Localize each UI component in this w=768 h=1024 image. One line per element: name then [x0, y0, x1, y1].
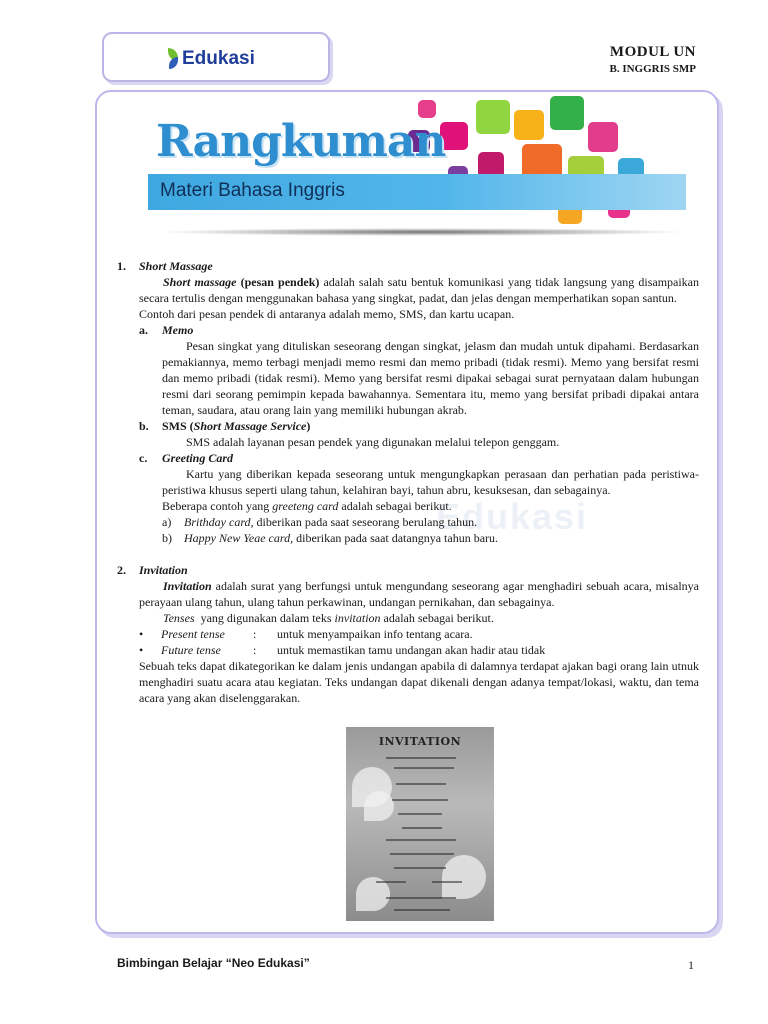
bullet-icon: •	[139, 643, 144, 657]
banner	[118, 96, 686, 244]
module-subject: B. INGGRIS SMP	[609, 63, 696, 75]
module-title: MODUL UN	[609, 44, 696, 60]
banner-subtitle: Materi Bahasa Inggris	[160, 180, 345, 201]
greeting-card-examples: Beberapa contoh yang greeteng card adalah sebagai berikut.	[162, 499, 452, 513]
banner-title: Rangkuman	[156, 116, 446, 167]
invitation-image	[346, 727, 494, 921]
section-1-heading: 1. Short Massage	[117, 259, 213, 273]
invitation-image-title: INVITATION	[378, 735, 462, 748]
footer-brand: Bimbingan Belajar “Neo Edukasi”	[117, 956, 310, 970]
section-2-closing: Sebuah teks dapat dikategorikan ke dalam jenis undangan apabila di dalamnya terdapat ajakan bagi orang lain utnuk menghadiri suatu acara atau kegiatan. Teks undangan dapat dikenali dengan adanya tempat/lokasi, waktu, dan tema acara yang akan diselenggarakan.	[139, 659, 699, 705]
tenses-intro: Tenses yang digunakan dalam teks invitation adalah sebagai berikut.	[163, 611, 494, 625]
greeting-card-heading: c. Greeting Card	[139, 451, 234, 465]
section-1-examples: Contoh dari pesan pendek di antaranya adalah memo, SMS, dan kartu ucapan.	[139, 307, 515, 321]
memo-text: Pesan singkat yang dituliskan seseorang dengan singkat, jelasm dan mudah untuk dipahami. Berdasarkan pemakiannya, memo terbagi menjadi memo resmi dan memo pribadi (tidak resmi). Memo yang bersifat resmi dan memo pribadi (tidak resmi). Memo yang bersifat resmi dipakai sebagai surat pernyataan dalam hubungan resmi dari seorang pemimpin kepada bawahannya. Sementara itu, memo yang bersifat pribadi dipakai antara teman, saudara, atau orang lain yang memiliki hubungan akrab.	[162, 339, 699, 417]
memo-heading: a. Memo	[139, 323, 194, 337]
sms-text: SMS adalah layanan pesan pendek yang digunakan melalui telepon genggam.	[186, 435, 560, 449]
sms-heading: b. SMS (Short Massage Service)	[139, 419, 311, 433]
document-body	[117, 258, 699, 706]
list-item: • Present tense : untuk menyampaikan info tentang acara.	[139, 627, 473, 641]
section-2-heading: 2. Invitation	[117, 563, 188, 577]
greeting-card-text: Kartu yang diberikan kepada seseorang untuk mengungkapkan perasaan dan perhatian pada peristiwa-peristiwa khusus seperti ulang tahun, kelahiran bayi, tahun abru, kesuksesan, dan sebagainya.	[162, 467, 699, 497]
list-item: • Future tense : untuk memastikan tamu undangan akan hadir atau tidak	[139, 643, 546, 657]
page-number: 1	[688, 958, 694, 972]
section-2-intro: Invitation adalah surat yang berfungsi untuk mengundang seseorang agar menghadiri sebuah acara, misalnya perayaan ulang tahun, ulang tahun perkawinan, undangan pernikahan, dan sebagainya.	[139, 579, 700, 609]
list-item: a) Brithday card, diberikan pada saat seseorang berulang tahun.	[162, 515, 478, 529]
leaf-logo-icon	[168, 48, 179, 70]
banner-shadow	[158, 228, 686, 236]
logo-box	[102, 32, 330, 82]
bullet-icon: •	[139, 627, 144, 641]
watermark: Edukasi	[436, 496, 589, 537]
edukasi-logo	[168, 48, 255, 70]
section-1-intro: Short massage (pesan pendek) adalah salah satu bentuk komunikasi yang tidak langsung yang disampaikan secara tertulis dengan menggunakan bahasa yang singkat, padat, dan jelas dengan memperhatikan sopan santun.	[139, 275, 700, 305]
module-header	[610, 44, 697, 75]
list-item: b) Happy New Yeae card, diberikan pada saat datangnya tahun baru.	[162, 531, 499, 545]
logo-text: Edukasi	[182, 48, 255, 69]
